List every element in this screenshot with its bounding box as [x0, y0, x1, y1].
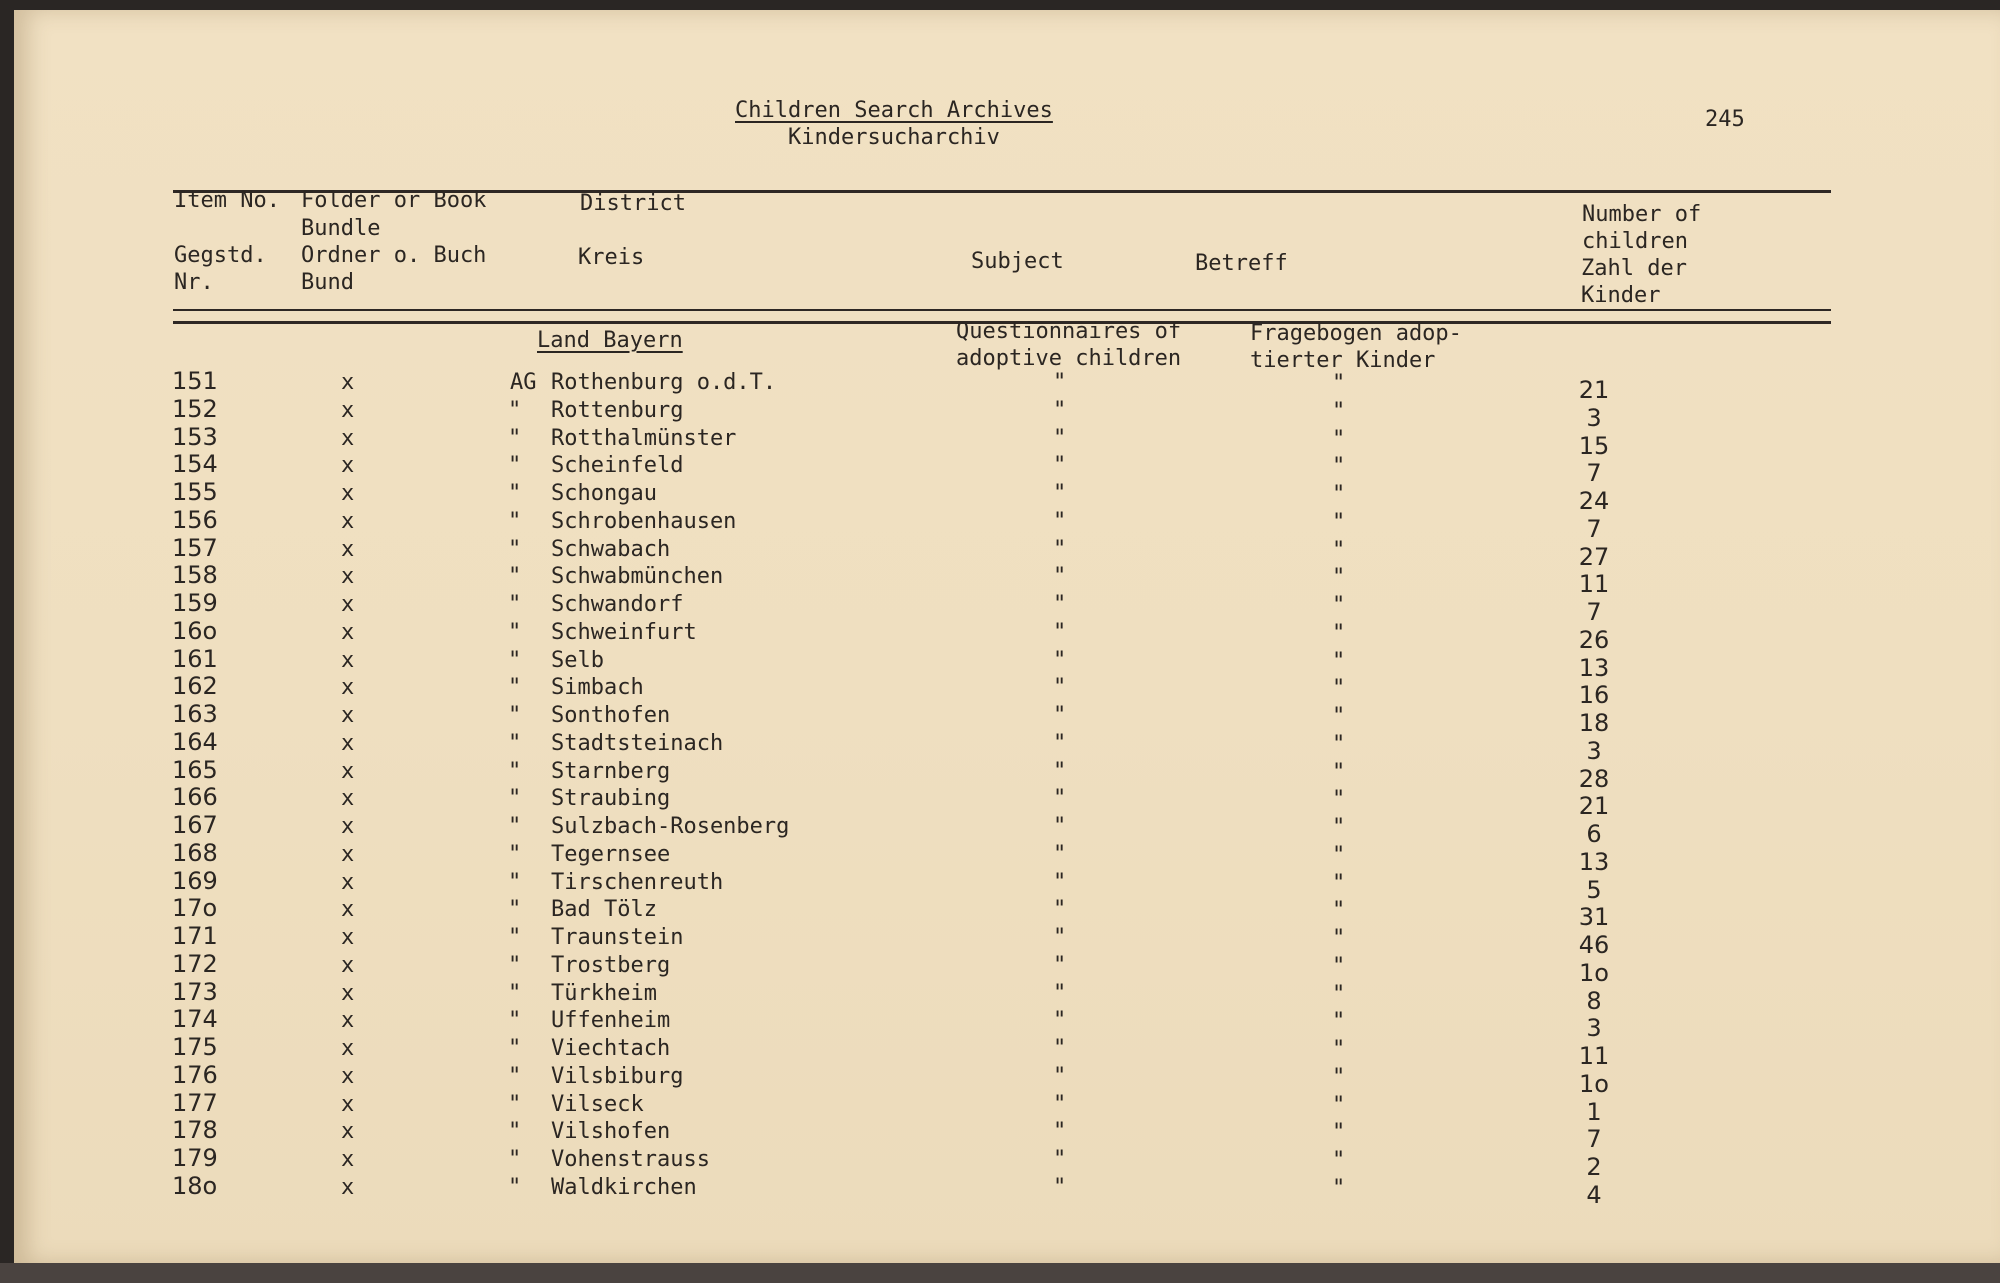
row-ditto-prefix: "	[508, 1008, 522, 1033]
row-betreff-ditto: "	[1332, 760, 1346, 785]
row-ditto-prefix: "	[508, 398, 522, 423]
header-betreff: Betreff	[1195, 251, 1288, 276]
row-ditto-prefix: "	[508, 1147, 522, 1172]
row-item-no: 177	[172, 1089, 218, 1117]
section-title: Land Bayern	[537, 328, 683, 353]
row-item-no: 179	[172, 1144, 218, 1172]
row-folder-mark: x	[341, 953, 355, 978]
row-folder-mark: x	[341, 1064, 355, 1089]
row-ditto-prefix: "	[508, 1119, 522, 1144]
header-bundle: Bundle	[301, 216, 381, 241]
row-district: Rothenburg o.d.T.	[551, 370, 777, 395]
row-children-count: 26	[1578, 626, 1610, 654]
row-district: Schwabmünchen	[551, 564, 724, 589]
row-children-count: 2	[1586, 1153, 1602, 1181]
row-betreff-ditto: "	[1332, 732, 1346, 757]
row-betreff-ditto: "	[1332, 815, 1346, 840]
row-subject-ditto: "	[1053, 675, 1067, 700]
row-children-count: 1o	[1579, 959, 1609, 987]
row-children-count: 3	[1586, 1014, 1602, 1042]
row-ditto-prefix: "	[508, 870, 522, 895]
row-ditto-prefix: "	[508, 731, 522, 756]
row-subject-ditto: "	[1053, 786, 1067, 811]
row-district: Waldkirchen	[551, 1175, 697, 1200]
row-children-count: 4	[1586, 1181, 1602, 1209]
row-item-no: 169	[172, 867, 218, 895]
row-folder-mark: x	[341, 925, 355, 950]
row-folder-mark: x	[341, 509, 355, 534]
row-children-count: 31	[1578, 903, 1610, 931]
row-item-no: 152	[172, 395, 218, 423]
row-district: Sonthofen	[551, 703, 671, 728]
row-item-no: 163	[172, 700, 218, 728]
row-ditto-prefix: "	[508, 786, 522, 811]
row-folder-mark: x	[341, 426, 355, 451]
row-folder-mark: x	[341, 814, 355, 839]
row-item-no: 156	[172, 506, 218, 534]
row-ditto-prefix: "	[508, 1092, 522, 1117]
row-betreff-ditto: "	[1332, 1148, 1346, 1173]
row-subject-ditto: "	[1053, 925, 1067, 950]
header-ordner-o-buch: Ordner o. Buch	[301, 243, 487, 268]
row-district: Schwandorf	[551, 592, 684, 617]
row-item-no: 164	[172, 728, 218, 756]
row-district: Selb	[551, 648, 604, 673]
row-district: Straubing	[551, 786, 671, 811]
row-district: Rotthalmünster	[551, 426, 737, 451]
row-item-no: 17o	[172, 894, 218, 922]
row-item-no: 172	[172, 950, 218, 978]
row-betreff-ditto: "	[1332, 593, 1346, 618]
row-ditto-prefix: "	[508, 981, 522, 1006]
row-ditto-prefix: "	[508, 814, 522, 839]
row-subject-ditto: "	[1053, 592, 1067, 617]
row-subject-ditto: "	[1053, 1008, 1067, 1033]
row-ditto-prefix: "	[508, 481, 522, 506]
row-subject-ditto: "	[1053, 1064, 1067, 1089]
row-betreff-ditto: "	[1332, 482, 1346, 507]
row-ditto-prefix: "	[508, 453, 522, 478]
header-bund: Bund	[301, 270, 354, 295]
row-subject-ditto: "	[1053, 453, 1067, 478]
row-folder-mark: x	[341, 842, 355, 867]
row-item-no: 178	[172, 1116, 218, 1144]
row-folder-mark: x	[341, 1147, 355, 1172]
row-subject-ditto: "	[1053, 537, 1067, 562]
row-betreff-ditto: "	[1332, 565, 1346, 590]
row-children-count: 18	[1578, 709, 1610, 737]
row-children-count: 8	[1586, 987, 1602, 1015]
row-folder-mark: x	[341, 648, 355, 673]
row-item-no: 175	[172, 1033, 218, 1061]
row-district: Trostberg	[551, 953, 671, 978]
row-item-no: 153	[172, 423, 218, 451]
row-item-no: 162	[172, 672, 218, 700]
row-ditto-prefix: "	[508, 1175, 522, 1200]
row-children-count: 7	[1586, 598, 1602, 626]
document-subtitle: Kindersucharchiv	[788, 125, 1000, 150]
row-folder-mark: x	[341, 453, 355, 478]
row-children-count: 11	[1578, 570, 1610, 598]
row-betreff-ditto: "	[1332, 649, 1346, 674]
row-item-no: 166	[172, 783, 218, 811]
row-item-no: 16o	[172, 617, 218, 645]
row-folder-mark: x	[341, 1008, 355, 1033]
row-ditto-prefix: "	[508, 925, 522, 950]
row-subject-ditto: "	[1053, 1147, 1067, 1172]
row-ditto-prefix: "	[508, 509, 522, 534]
row-subject-ditto: "	[1053, 481, 1067, 506]
row-district: Vilshofen	[551, 1119, 671, 1144]
row-item-no: 158	[172, 561, 218, 589]
header-district: District	[580, 191, 686, 216]
row-children-count: 5	[1586, 876, 1602, 904]
row-children-count: 7	[1586, 515, 1602, 543]
row-betreff-ditto: "	[1332, 898, 1346, 923]
row-subject-ditto: "	[1053, 564, 1067, 589]
row-item-no: 151	[172, 367, 218, 395]
page-number: 245	[1705, 107, 1745, 132]
row-district: Rottenburg	[551, 398, 684, 423]
header-zahl-der: Zahl der	[1581, 256, 1687, 281]
row-subject-ditto: "	[1053, 1119, 1067, 1144]
row-district: Vohenstrauss	[551, 1147, 710, 1172]
document-title: Children Search Archives	[735, 98, 1053, 123]
row-children-count: 3	[1586, 404, 1602, 432]
row-subject-ditto: "	[1053, 620, 1067, 645]
scanner-edge	[0, 1263, 2000, 1283]
row-folder-mark: x	[341, 620, 355, 645]
row-folder-mark: x	[341, 897, 355, 922]
row-subject-ditto: "	[1053, 870, 1067, 895]
row-item-no: 176	[172, 1061, 218, 1089]
row-betreff-ditto: "	[1332, 621, 1346, 646]
row-betreff-ditto: "	[1332, 787, 1346, 812]
row-item-no: 171	[172, 922, 218, 950]
row-item-no: 165	[172, 756, 218, 784]
row-ditto-prefix: AG	[510, 370, 537, 395]
row-betreff-ditto: "	[1332, 1093, 1346, 1118]
row-folder-mark: x	[341, 703, 355, 728]
row-subject-ditto: "	[1053, 648, 1067, 673]
row-item-no: 161	[172, 645, 218, 673]
row-district: Schongau	[551, 481, 657, 506]
row-children-count: 16	[1578, 681, 1610, 709]
row-betreff-ditto: "	[1332, 704, 1346, 729]
row-betreff-ditto: "	[1332, 982, 1346, 1007]
row-district: Traunstein	[551, 925, 684, 950]
row-folder-mark: x	[341, 786, 355, 811]
row-betreff-ditto: "	[1332, 510, 1346, 535]
header-number-of: Number of	[1582, 202, 1702, 227]
header-children: children	[1582, 229, 1688, 254]
row-subject-ditto: "	[1053, 981, 1067, 1006]
row-item-no: 173	[172, 978, 218, 1006]
header-nr: Nr.	[174, 270, 214, 295]
row-ditto-prefix: "	[508, 564, 522, 589]
row-folder-mark: x	[341, 398, 355, 423]
row-ditto-prefix: "	[508, 897, 522, 922]
row-ditto-prefix: "	[508, 592, 522, 617]
row-folder-mark: x	[341, 731, 355, 756]
row-betreff-ditto: "	[1332, 1120, 1346, 1145]
row-children-count: 15	[1578, 432, 1610, 460]
row-item-no: 168	[172, 839, 218, 867]
row-subject-ditto: "	[1053, 370, 1067, 395]
row-subject-ditto: "	[1053, 731, 1067, 756]
row-district: Uffenheim	[551, 1008, 671, 1033]
row-ditto-prefix: "	[508, 426, 522, 451]
row-ditto-prefix: "	[508, 842, 522, 867]
header-item-no: Item No.	[174, 188, 280, 213]
row-ditto-prefix: "	[508, 1064, 522, 1089]
row-district: Stadtsteinach	[551, 731, 724, 756]
row-district: Türkheim	[551, 981, 657, 1006]
row-betreff-ditto: "	[1332, 926, 1346, 951]
row-ditto-prefix: "	[508, 759, 522, 784]
row-district: Tegernsee	[551, 842, 671, 867]
row-children-count: 6	[1586, 820, 1602, 848]
header-kinder: Kinder	[1581, 283, 1661, 308]
row-children-count: 21	[1578, 792, 1610, 820]
row-district: Viechtach	[551, 1036, 671, 1061]
row-folder-mark: x	[341, 592, 355, 617]
row-betreff-ditto: "	[1332, 399, 1346, 424]
row-item-no: 159	[172, 589, 218, 617]
row-item-no: 18o	[172, 1172, 218, 1200]
row-children-count: 1	[1586, 1098, 1602, 1126]
row-ditto-prefix: "	[508, 703, 522, 728]
row-folder-mark: x	[341, 1175, 355, 1200]
header-subject: Subject	[971, 249, 1064, 274]
row-subject-ditto: "	[1053, 842, 1067, 867]
row-folder-mark: x	[341, 870, 355, 895]
row-item-no: 155	[172, 478, 218, 506]
row-folder-mark: x	[341, 759, 355, 784]
row-betreff-ditto: "	[1332, 954, 1346, 979]
row-children-count: 46	[1578, 931, 1610, 959]
row-district: Tirschenreuth	[551, 870, 724, 895]
row-subject-ditto: "	[1053, 1092, 1067, 1117]
row-folder-mark: x	[341, 981, 355, 1006]
header-gegstd: Gegstd.	[174, 243, 267, 268]
row-item-no: 157	[172, 534, 218, 562]
row-district: Schrobenhausen	[551, 509, 737, 534]
row-children-count: 7	[1586, 1125, 1602, 1153]
row-children-count: 21	[1578, 376, 1610, 404]
row-subject-ditto: "	[1053, 1175, 1067, 1200]
row-betreff-ditto: "	[1332, 1009, 1346, 1034]
row-children-count: 11	[1578, 1042, 1610, 1070]
row-children-count: 1o	[1579, 1070, 1609, 1098]
row-ditto-prefix: "	[508, 675, 522, 700]
row-subject-ditto: "	[1053, 398, 1067, 423]
section-subject-line1: Questionnaires of	[956, 319, 1182, 344]
section-betreff-line2: tierter Kinder	[1250, 348, 1436, 373]
row-subject-ditto: "	[1053, 703, 1067, 728]
row-subject-ditto: "	[1053, 897, 1067, 922]
row-children-count: 27	[1578, 543, 1610, 571]
row-item-no: 174	[172, 1005, 218, 1033]
header-mid-rule	[173, 309, 1831, 311]
row-ditto-prefix: "	[508, 953, 522, 978]
row-betreff-ditto: "	[1332, 871, 1346, 896]
row-betreff-ditto: "	[1332, 371, 1346, 396]
row-subject-ditto: "	[1053, 814, 1067, 839]
row-folder-mark: x	[341, 370, 355, 395]
row-betreff-ditto: "	[1332, 1037, 1346, 1062]
row-subject-ditto: "	[1053, 953, 1067, 978]
row-folder-mark: x	[341, 1036, 355, 1061]
row-district: Scheinfeld	[551, 453, 684, 478]
row-district: Starnberg	[551, 759, 671, 784]
row-subject-ditto: "	[1053, 509, 1067, 534]
row-betreff-ditto: "	[1332, 676, 1346, 701]
row-item-no: 167	[172, 811, 218, 839]
row-ditto-prefix: "	[508, 620, 522, 645]
row-item-no: 154	[172, 450, 218, 478]
row-folder-mark: x	[341, 564, 355, 589]
row-betreff-ditto: "	[1332, 427, 1346, 452]
row-district: Schwabach	[551, 537, 671, 562]
row-children-count: 13	[1578, 848, 1610, 876]
row-subject-ditto: "	[1053, 759, 1067, 784]
row-district: Schweinfurt	[551, 620, 697, 645]
header-kreis: Kreis	[578, 245, 645, 270]
row-ditto-prefix: "	[508, 1036, 522, 1061]
row-folder-mark: x	[341, 1092, 355, 1117]
row-betreff-ditto: "	[1332, 1176, 1346, 1201]
section-betreff-line1: Fragebogen adop-	[1250, 321, 1462, 346]
row-children-count: 3	[1586, 737, 1602, 765]
row-district: Sulzbach-Rosenberg	[551, 814, 790, 839]
row-subject-ditto: "	[1053, 1036, 1067, 1061]
row-district: Bad Tölz	[551, 897, 657, 922]
row-ditto-prefix: "	[508, 648, 522, 673]
row-betreff-ditto: "	[1332, 843, 1346, 868]
row-children-count: 28	[1578, 765, 1610, 793]
row-betreff-ditto: "	[1332, 454, 1346, 479]
row-betreff-ditto: "	[1332, 1065, 1346, 1090]
row-subject-ditto: "	[1053, 426, 1067, 451]
row-district: Vilseck	[551, 1092, 644, 1117]
row-children-count: 7	[1586, 459, 1602, 487]
row-folder-mark: x	[341, 481, 355, 506]
row-children-count: 24	[1578, 487, 1610, 515]
row-ditto-prefix: "	[508, 537, 522, 562]
section-subject-line2: adoptive children	[956, 346, 1182, 371]
row-district: Vilsbiburg	[551, 1064, 684, 1089]
row-folder-mark: x	[341, 537, 355, 562]
row-betreff-ditto: "	[1332, 538, 1346, 563]
header-folder-or-book: Folder or Book	[301, 188, 487, 213]
row-children-count: 13	[1578, 654, 1610, 682]
row-folder-mark: x	[341, 675, 355, 700]
row-folder-mark: x	[341, 1119, 355, 1144]
row-district: Simbach	[551, 675, 644, 700]
